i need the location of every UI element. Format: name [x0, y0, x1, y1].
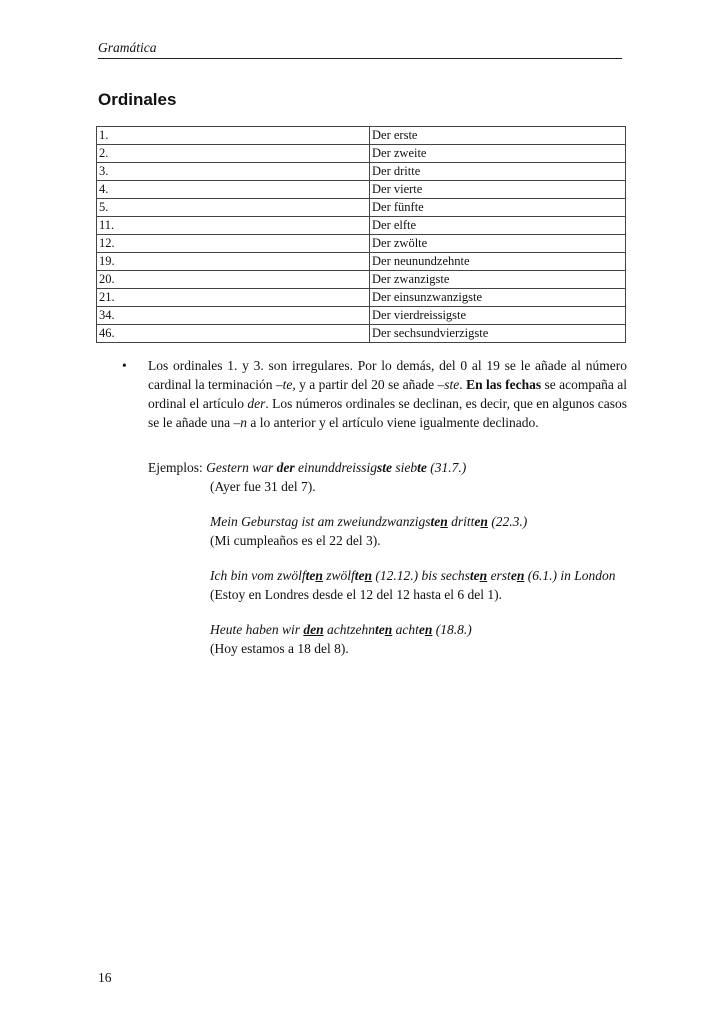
cardinal-number-cell: 46. — [97, 325, 370, 343]
ordinal-word-cell: Der zweite — [370, 145, 626, 163]
table-row — [97, 253, 626, 271]
cardinal-number-cell: 1. — [97, 127, 370, 145]
cardinal-number-cell: 4. — [97, 181, 370, 199]
page-number: 16 — [98, 970, 112, 985]
ordinal-word-cell: Der elfte — [370, 217, 626, 235]
ordinal-word-cell: Der erste — [370, 127, 626, 145]
table-row — [97, 199, 626, 217]
table-row — [97, 235, 626, 253]
example-3: Ich bin vom zwölften zwölften (12.12.) bis sechsten ersten (6.1.) in London — [210, 568, 616, 583]
bullet-text: Los ordinales 1. y 3. son irregulares. Por lo demás, del 0 al 19 se le añade al número cardinal la terminación –te, y a partir del 20 se añade –ste. En las fechas se acompaña al ordinal el artículo der. Los números ordinales se declinan, es decir, que en algunos casos se le añade una –n a lo anterior y el artículo viene igualmente declinado. — [148, 358, 628, 430]
table-row — [97, 145, 626, 163]
bullet-paragraph — [122, 356, 627, 432]
table-row — [97, 325, 626, 343]
ordinal-word-cell: Der zwanzigste — [370, 271, 626, 289]
ordinal-table — [96, 126, 626, 343]
table-row — [97, 289, 626, 307]
ordinal-word-cell: Der einsunzwanzigste — [370, 289, 626, 307]
example-1-translation: (Ayer fue 31 del 7). — [210, 479, 316, 494]
cardinal-number-cell: 12. — [97, 235, 370, 253]
cardinal-number-cell: 34. — [97, 307, 370, 325]
cardinal-number-cell: 21. — [97, 289, 370, 307]
ordinal-word-cell: Der zwölte — [370, 235, 626, 253]
table-row — [97, 217, 626, 235]
example-2-translation: (Mi cumpleaños es el 22 del 3). — [210, 533, 381, 548]
table-row — [97, 127, 626, 145]
ordinal-word-cell: Der sechsundvierzigste — [370, 325, 626, 343]
cardinal-number-cell: 19. — [97, 253, 370, 271]
table-row — [97, 163, 626, 181]
page-title: Ordinales — [98, 90, 177, 109]
table-row — [97, 307, 626, 325]
bullet-dot-icon: • — [122, 358, 127, 373]
ordinal-word-cell: Der vierdreissigste — [370, 307, 626, 325]
cardinal-number-cell: 3. — [97, 163, 370, 181]
ordinal-word-cell: Der vierte — [370, 181, 626, 199]
ordinal-word-cell: Der fünfte — [370, 199, 626, 217]
cardinal-number-cell: 20. — [97, 271, 370, 289]
table-row — [97, 271, 626, 289]
table-row — [97, 181, 626, 199]
cardinal-number-cell: 11. — [97, 217, 370, 235]
ordinal-word-cell: Der dritte — [370, 163, 626, 181]
ordinal-word-cell: Der neunundzehnte — [370, 253, 626, 271]
example-3-translation: (Estoy en Londres desde el 12 del 12 hasta el 6 del 1). — [210, 587, 503, 602]
running-header: Gramática — [98, 40, 622, 59]
example-4-translation: (Hoy estamos a 18 del 8). — [210, 641, 349, 656]
example-1: Ejemplos: Gestern war der einunddreissigste siebte (31.7.) — [148, 460, 467, 475]
cardinal-number-cell: 5. — [97, 199, 370, 217]
examples-block — [148, 458, 628, 658]
example-4: Heute haben wir den achtzehnten achten (18.8.) — [210, 622, 472, 637]
examples-label: Ejemplos: — [148, 460, 203, 475]
cardinal-number-cell: 2. — [97, 145, 370, 163]
example-2: Mein Geburstag ist am zweiundzwanzigsten dritten (22.3.) — [210, 514, 528, 529]
